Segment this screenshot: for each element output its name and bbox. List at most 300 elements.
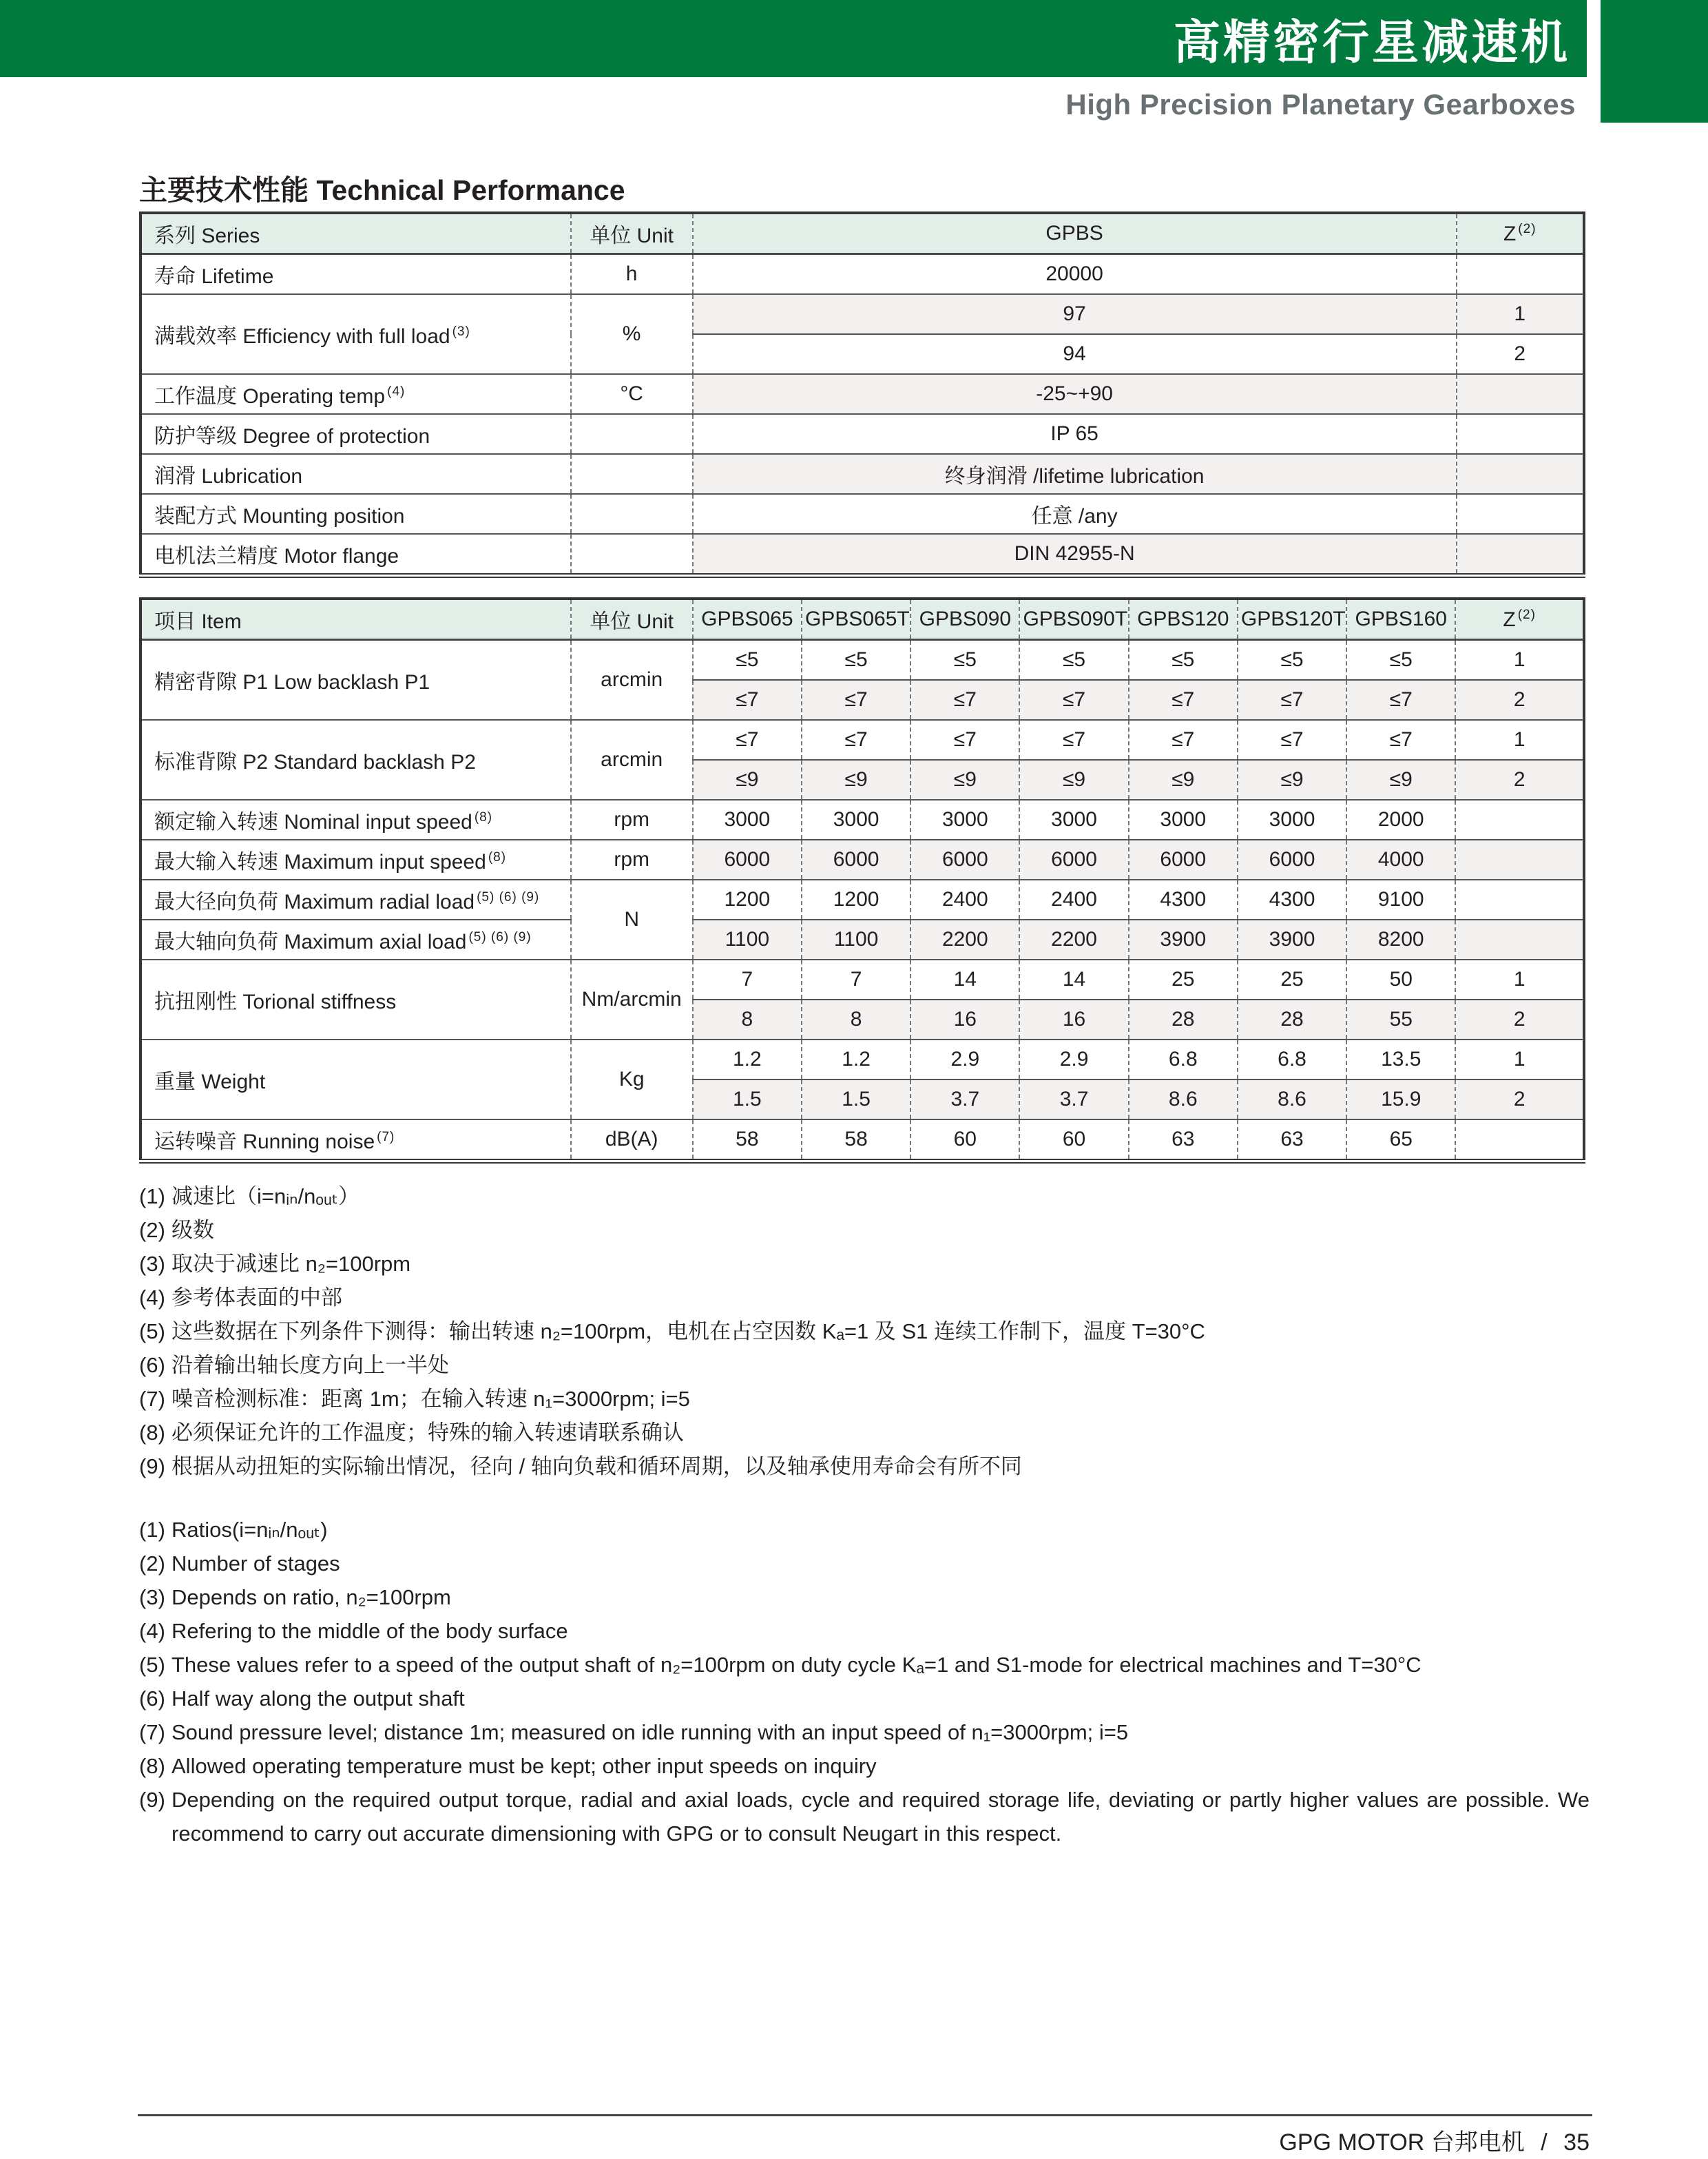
cell-text: 97	[1063, 302, 1086, 325]
table-cell	[693, 680, 802, 720]
cell-text: ≤7	[1280, 728, 1304, 751]
footnote-text: Ratios(i=nᵢₙ/nₒᵤₜ)	[171, 1518, 328, 1542]
cell-text: GPBS090	[919, 608, 1012, 630]
table-cell	[1019, 1119, 1128, 1161]
table-cell	[1129, 1000, 1238, 1040]
table-cell	[1346, 920, 1455, 960]
table-cell	[1019, 680, 1128, 720]
table-cell	[910, 960, 1019, 1000]
footnote-text: 沿着输出轴长度方向上一半处	[171, 1353, 449, 1377]
footnote-number: (3)	[139, 1252, 165, 1276]
cell-text: 系列 Series	[154, 225, 260, 247]
table-cell	[1129, 880, 1238, 920]
cell-text: ≤7	[736, 688, 759, 711]
footnote-number: (1)	[139, 1518, 165, 1542]
table-cell	[1019, 760, 1128, 800]
cell-text: 1	[1514, 302, 1526, 325]
cell-text: °C	[620, 382, 643, 405]
table-cell	[1455, 760, 1584, 800]
cell-text: ≤7	[844, 728, 868, 751]
cell-text: GPBS120	[1137, 608, 1229, 630]
table-cell	[910, 880, 1019, 920]
cell-text: ≤5	[736, 648, 759, 671]
column-header	[1019, 599, 1128, 640]
table-cell	[1455, 1080, 1584, 1119]
table-cell	[693, 1040, 802, 1080]
cell-text: 3900	[1269, 928, 1315, 951]
cell-text: 8.6	[1168, 1088, 1198, 1111]
column-header	[571, 599, 693, 640]
footnote-ref: (8)	[474, 810, 493, 825]
table-cell	[1346, 840, 1455, 880]
table-cell	[1129, 1080, 1238, 1119]
table-cell	[1346, 720, 1455, 760]
cell-text: ≤9	[1062, 768, 1086, 791]
cell-text: ≤9	[1171, 768, 1195, 791]
table-cell	[1455, 800, 1584, 840]
table-cell	[910, 640, 1019, 681]
table-cell	[1238, 1080, 1346, 1119]
section-title: 主要技术性能 Technical Performance	[139, 174, 625, 207]
footnote-ref: (7)	[377, 1130, 395, 1144]
table-cell	[1346, 880, 1455, 920]
table-cell	[693, 254, 1457, 295]
cell-text: GPBS120T	[1240, 608, 1346, 630]
cell-text: rpm	[614, 808, 650, 831]
cell-text: 2.9	[1059, 1048, 1089, 1071]
table-cell	[571, 494, 693, 534]
table-cell	[1129, 800, 1238, 840]
cell-text: 2400	[1051, 888, 1097, 911]
cell-text: ≤5	[844, 648, 868, 671]
table-cell	[1346, 680, 1455, 720]
cell-text: 2	[1513, 688, 1525, 711]
table-cell	[571, 414, 693, 454]
table-cell	[1346, 1000, 1455, 1040]
cell-text: 94	[1063, 342, 1086, 365]
cell-text: ≤7	[1062, 728, 1086, 751]
table-cell	[140, 414, 571, 454]
column-header	[1238, 599, 1346, 640]
footnote-number: (9)	[139, 1454, 165, 1478]
cell-text: 3900	[1160, 928, 1207, 951]
column-header	[1129, 599, 1238, 640]
table-cell	[140, 1040, 571, 1119]
cell-text: Z	[1503, 222, 1517, 245]
table-cell	[1238, 800, 1346, 840]
table-cell	[1455, 1000, 1584, 1040]
table-cell	[1455, 680, 1584, 720]
footnote-number: (7)	[139, 1720, 165, 1744]
table-cell	[802, 1000, 910, 1040]
table-cell	[1238, 760, 1346, 800]
cell-text: Kg	[618, 1068, 645, 1091]
table-row	[140, 254, 1584, 295]
cell-text: 精密背隙 P1 Low backlash P1	[154, 671, 430, 694]
page-subtitle-en: High Precision Planetary Gearboxes	[1065, 88, 1576, 121]
cell-text: %	[622, 322, 641, 345]
cell-text: GPBS160	[1355, 608, 1447, 630]
table-cell	[693, 294, 1457, 334]
cell-text: ≤7	[1389, 728, 1413, 751]
table-cell	[802, 720, 910, 760]
cell-text: 16	[953, 1008, 977, 1031]
table-cell	[571, 454, 693, 494]
cell-text: 63	[1280, 1128, 1304, 1150]
table-row	[140, 294, 1584, 334]
table-cell	[693, 494, 1457, 534]
footnote-ref: (2)	[1518, 221, 1537, 236]
footnote-number: (2)	[139, 1218, 165, 1242]
table-row	[140, 960, 1584, 1000]
table-cell	[1238, 1119, 1346, 1161]
cell-text: 标准背隙 P2 Standard backlash P2	[154, 751, 476, 774]
cell-text: 55	[1389, 1008, 1413, 1031]
cell-text: 工作温度 Operating temp	[154, 385, 386, 408]
table-cell	[1238, 920, 1346, 960]
table-cell	[571, 1040, 693, 1119]
table-cell	[910, 1080, 1019, 1119]
table-cell	[140, 840, 571, 880]
table-cell	[140, 254, 571, 295]
footnote-ref: (2)	[1517, 607, 1536, 622]
table-cell	[802, 640, 910, 681]
footnote-item	[139, 1749, 1590, 1783]
cell-text: 65	[1389, 1128, 1413, 1150]
model-specs-table	[139, 597, 1585, 1164]
table-cell	[910, 1119, 1019, 1161]
page-title-cn: 高精密行星减速机	[1173, 16, 1570, 69]
table-cell	[1129, 760, 1238, 800]
table-row	[140, 414, 1584, 454]
page-number: 35	[1563, 2129, 1590, 2156]
cell-text: 16	[1062, 1008, 1086, 1031]
table-cell	[1019, 1040, 1128, 1080]
table-cell	[1238, 640, 1346, 681]
table-cell	[1455, 720, 1584, 760]
table-row	[140, 800, 1584, 840]
cell-text: 2400	[941, 888, 988, 911]
table-cell	[910, 840, 1019, 880]
cell-text: 3.7	[1059, 1088, 1089, 1111]
footnote-text: These values refer to a speed of the output shaft of n₂=100rpm on duty cycle Kₐ=1 and S1-mode for electrical machines and T=30°C	[171, 1653, 1421, 1677]
table-cell	[910, 1040, 1019, 1080]
cell-text: 额定输入转速 Nominal input speed	[154, 811, 472, 834]
cell-text: IP 65	[1050, 422, 1098, 445]
cell-text: 58	[844, 1128, 868, 1150]
column-header	[1346, 599, 1455, 640]
cell-text: ≤7	[1171, 728, 1195, 751]
cell-text: 28	[1171, 1008, 1195, 1031]
footnote-item	[139, 1783, 1590, 1850]
table-cell	[1129, 1119, 1238, 1161]
cell-text: ≤5	[1389, 648, 1413, 671]
cell-text: 63	[1171, 1128, 1195, 1150]
table-cell	[1238, 1000, 1346, 1040]
cell-text: 25	[1280, 968, 1304, 991]
cell-text: 2	[1513, 768, 1525, 791]
cell-text: dB(A)	[605, 1128, 658, 1150]
footnote-number: (8)	[139, 1754, 165, 1778]
cell-text: h	[625, 262, 638, 285]
footer-rule	[138, 2114, 1592, 2116]
table-cell	[1457, 454, 1585, 494]
footnote-number: (4)	[139, 1285, 165, 1310]
cell-text: 2000	[1377, 808, 1424, 831]
footnote-text: 这些数据在下列条件下测得：输出转速 n₂=100rpm，电机在占空因数 Kₐ=1 及 S1 连续工作制下，温度 T=30°C	[171, 1319, 1205, 1343]
cell-text: 6.8	[1168, 1048, 1198, 1071]
cell-text: 8.6	[1278, 1088, 1306, 1111]
cell-text: 1100	[833, 928, 879, 951]
cell-text: 任意 /any	[1031, 505, 1118, 528]
table-cell	[1455, 1119, 1584, 1161]
table-row	[140, 920, 1584, 960]
table-cell	[571, 534, 693, 576]
footnote-number: (6)	[139, 1686, 165, 1711]
cell-text: 6000	[1160, 848, 1207, 871]
footnote-number: (9)	[139, 1788, 165, 1812]
cell-text: 14	[953, 968, 977, 991]
table-cell	[802, 680, 910, 720]
cell-text: 58	[736, 1128, 759, 1150]
table-cell	[693, 1000, 802, 1040]
column-header	[693, 599, 802, 640]
table-row	[140, 880, 1584, 920]
cell-text: 1	[1513, 1048, 1525, 1071]
table-cell	[1457, 534, 1585, 576]
table-cell	[1346, 1040, 1455, 1080]
footnote-item	[139, 1513, 1590, 1547]
cell-text: 最大轴向负荷 Maximum axial load	[154, 931, 467, 953]
cell-text: DIN 42955-N	[1014, 542, 1135, 565]
cell-text: ≤9	[953, 768, 977, 791]
column-header	[802, 599, 910, 640]
cell-text: 6000	[724, 848, 771, 871]
cell-text: 4300	[1269, 888, 1315, 911]
table-cell	[1019, 880, 1128, 920]
cell-text: arcmin	[601, 748, 663, 771]
footnote-text: 取决于减速比 n₂=100rpm	[171, 1252, 411, 1276]
table-cell	[1019, 1080, 1128, 1119]
table-cell	[1455, 640, 1584, 681]
table-cell	[910, 680, 1019, 720]
cell-text: ≤9	[1280, 768, 1304, 791]
table-cell	[140, 640, 571, 721]
cell-text: 7	[741, 968, 753, 991]
cell-text: 2	[1513, 1088, 1525, 1111]
cell-text: 3.7	[950, 1088, 980, 1111]
table-cell	[802, 880, 910, 920]
table-cell	[140, 454, 571, 494]
table-cell	[1457, 374, 1585, 414]
table-cell	[140, 494, 571, 534]
table-cell	[693, 760, 802, 800]
cell-text: 终身润滑 /lifetime lubrication	[944, 465, 1205, 488]
table-cell	[1346, 760, 1455, 800]
cell-text: 3000	[941, 808, 988, 831]
table-cell	[1129, 1040, 1238, 1080]
table-row	[140, 534, 1584, 576]
cell-text: 2200	[941, 928, 988, 951]
cell-text: 8200	[1377, 928, 1424, 951]
cell-text: 20000	[1045, 262, 1103, 285]
table-cell	[693, 720, 802, 760]
table-cell	[693, 880, 802, 920]
table-cell	[802, 760, 910, 800]
footnote-number: (7)	[139, 1387, 165, 1411]
table-cell	[140, 534, 571, 576]
column-header	[140, 599, 571, 640]
table-cell	[693, 640, 802, 681]
footnote-text: 必须保证允许的工作温度；特殊的输入转速请联系确认	[171, 1421, 684, 1445]
cell-text: 6000	[1269, 848, 1315, 871]
cell-text: 电机法兰精度 Motor flange	[154, 545, 399, 568]
table-cell	[571, 374, 693, 414]
table-cell	[1129, 720, 1238, 760]
table-cell	[571, 840, 693, 880]
cell-text: 60	[1062, 1128, 1086, 1150]
cell-text: 6000	[1051, 848, 1097, 871]
cell-text: 满载效率 Efficiency with full load	[154, 325, 450, 348]
cell-text: ≤7	[1171, 688, 1195, 711]
table-cell	[693, 920, 802, 960]
footnote-item	[139, 1614, 1590, 1648]
footnote-ref: (3)	[452, 324, 470, 339]
brand-name: GPG MOTOR 台邦电机	[1279, 2129, 1525, 2156]
cell-text: 50	[1389, 968, 1413, 991]
cell-text: ≤5	[1280, 648, 1304, 671]
table-cell	[693, 800, 802, 840]
table-row	[140, 1119, 1584, 1161]
cell-text: 最大径向负荷 Maximum radial load	[154, 891, 475, 913]
table-cell	[802, 960, 910, 1000]
table-cell	[1238, 840, 1346, 880]
cell-text: 单位 Unit	[590, 610, 674, 633]
table-cell	[571, 800, 693, 840]
cell-text: 13.5	[1381, 1048, 1421, 1071]
cell-text: 1	[1513, 648, 1525, 671]
table-cell	[571, 960, 693, 1040]
cell-text: 1.5	[732, 1088, 762, 1111]
table-cell	[1455, 840, 1584, 880]
table-cell	[693, 1080, 802, 1119]
table-cell	[802, 1080, 910, 1119]
footnote-item	[139, 1715, 1590, 1749]
table-row	[140, 720, 1584, 760]
footnote-text: Number of stages	[171, 1551, 340, 1576]
footnote-item	[139, 1314, 1590, 1348]
footnote-text: 级数	[171, 1218, 214, 1242]
table-cell	[1019, 720, 1128, 760]
footnote-ref: (5) (6) (9)	[477, 890, 540, 905]
cell-text: 9100	[1377, 888, 1424, 911]
cell-text: 1	[1513, 968, 1525, 991]
table-cell	[1019, 800, 1128, 840]
footnote-item	[139, 1580, 1590, 1614]
footnote-number: (4)	[139, 1619, 165, 1643]
footer-text	[138, 2123, 1590, 2157]
cell-text: 15.9	[1381, 1088, 1421, 1111]
cell-text: 1.2	[842, 1048, 871, 1071]
cell-text: Nm/arcmin	[581, 988, 682, 1011]
table-cell	[1019, 640, 1128, 681]
table-cell	[1457, 254, 1585, 295]
table-cell	[910, 1000, 1019, 1040]
footnote-text: 减速比（i=nᵢₙ/nₒᵤₜ）	[171, 1184, 360, 1208]
table-cell	[802, 800, 910, 840]
cell-text: 28	[1280, 1008, 1304, 1031]
cell-text: ≤7	[953, 728, 977, 751]
table-cell	[910, 760, 1019, 800]
table-row	[140, 494, 1584, 534]
footnote-ref: (4)	[387, 384, 406, 399]
cell-text: 装配方式 Mounting position	[154, 505, 405, 528]
cell-text: ≤5	[1062, 648, 1086, 671]
footnote-text: 噪音检测标准：距离 1m；在输入转速 n₁=3000rpm; i=5	[171, 1387, 690, 1411]
table-cell	[693, 840, 802, 880]
table-row	[140, 640, 1584, 681]
cell-text: 2	[1514, 342, 1526, 365]
table-cell	[693, 454, 1457, 494]
table-cell	[140, 880, 571, 920]
table-cell	[571, 640, 693, 721]
table-cell	[571, 720, 693, 800]
table-cell	[1238, 880, 1346, 920]
table-cell	[1455, 880, 1584, 920]
footnote-text: Half way along the output shaft	[171, 1686, 465, 1711]
table-row	[140, 840, 1584, 880]
cell-text: 1200	[724, 888, 771, 911]
table-cell	[693, 374, 1457, 414]
footnote-item	[139, 1281, 1590, 1314]
column-header	[140, 213, 571, 254]
cell-text: 重量 Weight	[154, 1071, 266, 1093]
table-cell	[1457, 334, 1585, 374]
cell-text: GPBS	[1045, 222, 1103, 245]
table-cell	[693, 960, 802, 1000]
cell-text: 运转噪音 Running noise	[154, 1130, 375, 1153]
footnotes-cn	[139, 1179, 1590, 1483]
cell-text: 1100	[725, 928, 770, 951]
cell-text: ≤5	[953, 648, 977, 671]
cell-text: GPBS065	[701, 608, 793, 630]
table-row	[140, 454, 1584, 494]
table-cell	[1455, 960, 1584, 1000]
cell-text: 3000	[1160, 808, 1207, 831]
table-cell	[693, 334, 1457, 374]
cell-text: 3000	[724, 808, 771, 831]
cell-text: 7	[850, 968, 862, 991]
cell-text: GPBS090T	[1023, 608, 1128, 630]
cell-text: 项目 Item	[154, 610, 242, 633]
cell-text: ≤7	[953, 688, 977, 711]
cell-text: -25~+90	[1036, 382, 1113, 405]
cell-text: 6000	[833, 848, 879, 871]
footnote-text: Refering to the middle of the body surface	[171, 1619, 568, 1643]
header-banner	[0, 0, 1587, 77]
footnote-item	[139, 1648, 1590, 1682]
table-cell	[1129, 680, 1238, 720]
cell-text: 抗扭刚性 Torional stiffness	[154, 991, 397, 1013]
footnote-number: (5)	[139, 1653, 165, 1677]
footnote-text: Allowed operating temperature must be kept; other input speeds on inquiry	[171, 1754, 877, 1778]
table-cell	[802, 1040, 910, 1080]
cell-text: 1.2	[732, 1048, 762, 1071]
table-cell	[1238, 960, 1346, 1000]
table-cell	[140, 960, 571, 1040]
cell-text: 3000	[1051, 808, 1097, 831]
footnote-item	[139, 1179, 1590, 1213]
